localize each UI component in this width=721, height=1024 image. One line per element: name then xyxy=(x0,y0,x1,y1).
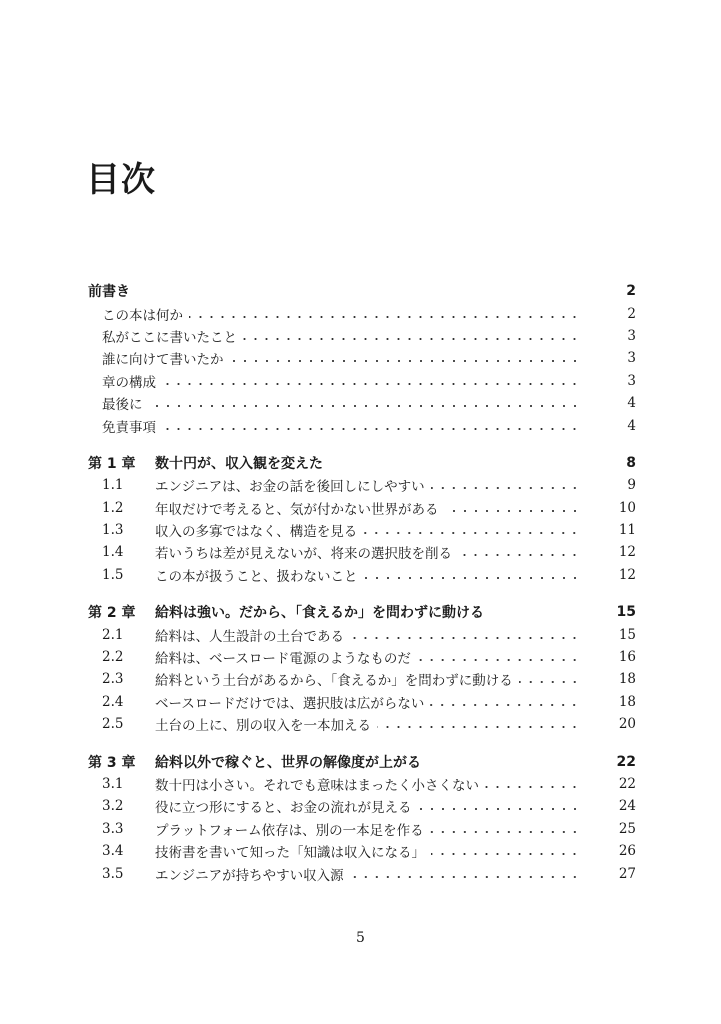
toc-page: 4 xyxy=(627,395,636,412)
toc-page: 2 xyxy=(627,305,636,322)
dot-leader xyxy=(377,725,580,729)
toc-number: 1.1 xyxy=(102,477,124,494)
dot-leader xyxy=(243,337,580,341)
toc-title: 最後に xyxy=(102,397,143,414)
toc-title: 章の構成 xyxy=(102,374,156,391)
dot-leader xyxy=(363,531,580,535)
toc-number: 3.4 xyxy=(102,843,124,860)
toc-section[interactable] xyxy=(88,623,636,645)
toc-preface-title: 前書き xyxy=(88,284,130,301)
toc-preface-item[interactable] xyxy=(88,325,636,347)
dot-leader xyxy=(431,852,580,856)
toc-number: 第 3 章 xyxy=(88,754,136,771)
dot-leader xyxy=(189,315,580,319)
toc-title: ベースロードだけでは、選択肢は広がらない xyxy=(155,695,425,712)
toc-page: 15 xyxy=(618,626,636,643)
toc-section[interactable] xyxy=(88,474,636,496)
toc-preface-item[interactable] xyxy=(88,392,636,414)
toc-chapter[interactable] xyxy=(88,452,636,474)
toc-page: 18 xyxy=(618,671,636,688)
toc-number: 3.5 xyxy=(102,865,124,882)
dot-leader xyxy=(364,576,581,580)
toc-title: 免責事項 xyxy=(102,419,156,436)
toc-page: 22 xyxy=(616,753,636,770)
toc-number: 2.5 xyxy=(102,716,124,733)
toc-preface[interactable] xyxy=(88,280,636,302)
toc-title: 若いうちは差が見えないが、将来の選択肢を削る xyxy=(155,546,452,563)
toc-section[interactable] xyxy=(88,646,636,668)
dot-leader xyxy=(350,875,580,879)
toc-page: 4 xyxy=(627,417,636,434)
toc-page: 16 xyxy=(618,649,636,666)
toc-section[interactable] xyxy=(88,795,636,817)
toc-title: この本は何か xyxy=(102,307,183,324)
toc-number: 3.2 xyxy=(102,798,124,815)
toc-number: 2.1 xyxy=(102,626,124,643)
toc-chapter[interactable] xyxy=(88,750,636,772)
toc-title: 私がここに書いたこと xyxy=(102,329,237,346)
toc-page: 11 xyxy=(618,522,636,539)
toc-title: 数十円が、収入観を変えた xyxy=(155,455,323,472)
toc-title: 給料は、ベースロード電源のようなものだ xyxy=(155,651,411,668)
dot-leader xyxy=(162,427,580,431)
toc-number: 第 2 章 xyxy=(88,605,136,622)
toc-page: 8 xyxy=(626,454,636,471)
toc-page: 3 xyxy=(627,327,636,344)
toc-number: 3.1 xyxy=(102,776,124,792)
toc-title: 技術書を書いて知った「知識は収入になる」 xyxy=(155,845,425,862)
dot-leader xyxy=(230,359,581,363)
dot-leader xyxy=(350,636,580,640)
toc-title: プラットフォーム依存は、別の一本足を作る xyxy=(155,822,424,839)
toc-page: 12 xyxy=(618,544,636,561)
toc-section[interactable] xyxy=(88,713,636,735)
table-of-contents xyxy=(88,280,636,885)
toc-page: 27 xyxy=(618,865,636,882)
dot-leader xyxy=(445,509,581,513)
toc-title: 土台の上に、別の収入を一本加える xyxy=(155,718,371,735)
toc-page: 3 xyxy=(627,350,636,367)
toc-title: 給料という土台があるから、「食えるか」を問わずに動ける xyxy=(155,673,513,690)
dot-leader xyxy=(417,658,580,662)
toc-number: 2.3 xyxy=(102,671,124,688)
page-number: 5 xyxy=(356,930,365,946)
dot-leader xyxy=(458,553,580,557)
toc-number: 2.2 xyxy=(102,649,124,666)
toc-chapter[interactable] xyxy=(88,601,636,623)
toc-preface-item[interactable] xyxy=(88,370,636,392)
toc-number: 2.4 xyxy=(102,693,124,710)
toc-section[interactable] xyxy=(88,862,636,884)
dot-leader xyxy=(430,703,580,707)
toc-page: 10 xyxy=(618,499,636,516)
toc-section[interactable] xyxy=(88,541,636,563)
dot-leader xyxy=(431,486,580,490)
toc-title: 役に立つ形にすると、お金の流れが見える xyxy=(155,800,412,817)
toc-page: 24 xyxy=(618,798,636,815)
toc-preface-item[interactable] xyxy=(88,347,636,369)
toc-section[interactable] xyxy=(88,519,636,541)
toc-page: 20 xyxy=(618,716,636,733)
toc-number: 1.4 xyxy=(102,544,124,561)
toc-page: 15 xyxy=(616,604,636,621)
toc-title: 給料は、人生設計の土台である xyxy=(155,628,344,645)
toc-title: この本が扱うこと、扱わないこと xyxy=(155,568,358,585)
toc-page: 22 xyxy=(618,776,636,792)
toc-number: 1.2 xyxy=(102,499,124,516)
toc-title: 誰に向けて書いたか xyxy=(102,352,224,369)
toc-number: 1.3 xyxy=(102,522,124,539)
toc-title: エンジニアが持ちやすい収入源 xyxy=(155,867,344,884)
dot-leader xyxy=(519,680,580,684)
toc-section[interactable] xyxy=(88,773,636,795)
toc-title: エンジニアは、お金の話を後回しにしやすい xyxy=(155,479,425,496)
toc-page: 2 xyxy=(626,283,636,300)
toc-section[interactable] xyxy=(88,840,636,862)
toc-page: 25 xyxy=(618,820,636,837)
toc-page: 18 xyxy=(618,693,636,710)
toc-title: 年収だけで考えると、気が付かない世界がある xyxy=(155,501,439,518)
toc-number: 3.3 xyxy=(102,820,124,837)
toc-preface-item[interactable] xyxy=(88,302,636,324)
dot-leader xyxy=(418,807,581,811)
toc-title: 給料は強い。だから、「食えるか」を問わずに動ける xyxy=(155,605,484,622)
toc-section[interactable] xyxy=(88,691,636,713)
toc-page: 9 xyxy=(627,477,636,494)
toc-preface-item[interactable] xyxy=(88,414,636,436)
toc-section[interactable] xyxy=(88,818,636,840)
dot-leader xyxy=(149,404,581,408)
toc-title: 給料以外で稼ぐと、世界の解像度が上がる xyxy=(155,754,421,771)
toc-number: 1.5 xyxy=(102,566,124,583)
page-title: 目次 xyxy=(86,160,156,200)
toc-page: 12 xyxy=(618,566,636,583)
dot-leader xyxy=(485,785,580,789)
toc-title: 数十円は小さい。それでも意味はまったく小さくない xyxy=(155,778,479,794)
dot-leader xyxy=(162,382,580,386)
toc-page: 26 xyxy=(618,843,636,860)
toc-section[interactable] xyxy=(88,564,636,586)
toc-section[interactable] xyxy=(88,668,636,690)
toc-title: 収入の多寡ではなく、構造を見る xyxy=(155,524,358,541)
toc-page: 3 xyxy=(627,372,636,389)
dot-leader xyxy=(430,830,580,834)
toc-number: 第 1 章 xyxy=(88,455,136,472)
toc-section[interactable] xyxy=(88,497,636,519)
